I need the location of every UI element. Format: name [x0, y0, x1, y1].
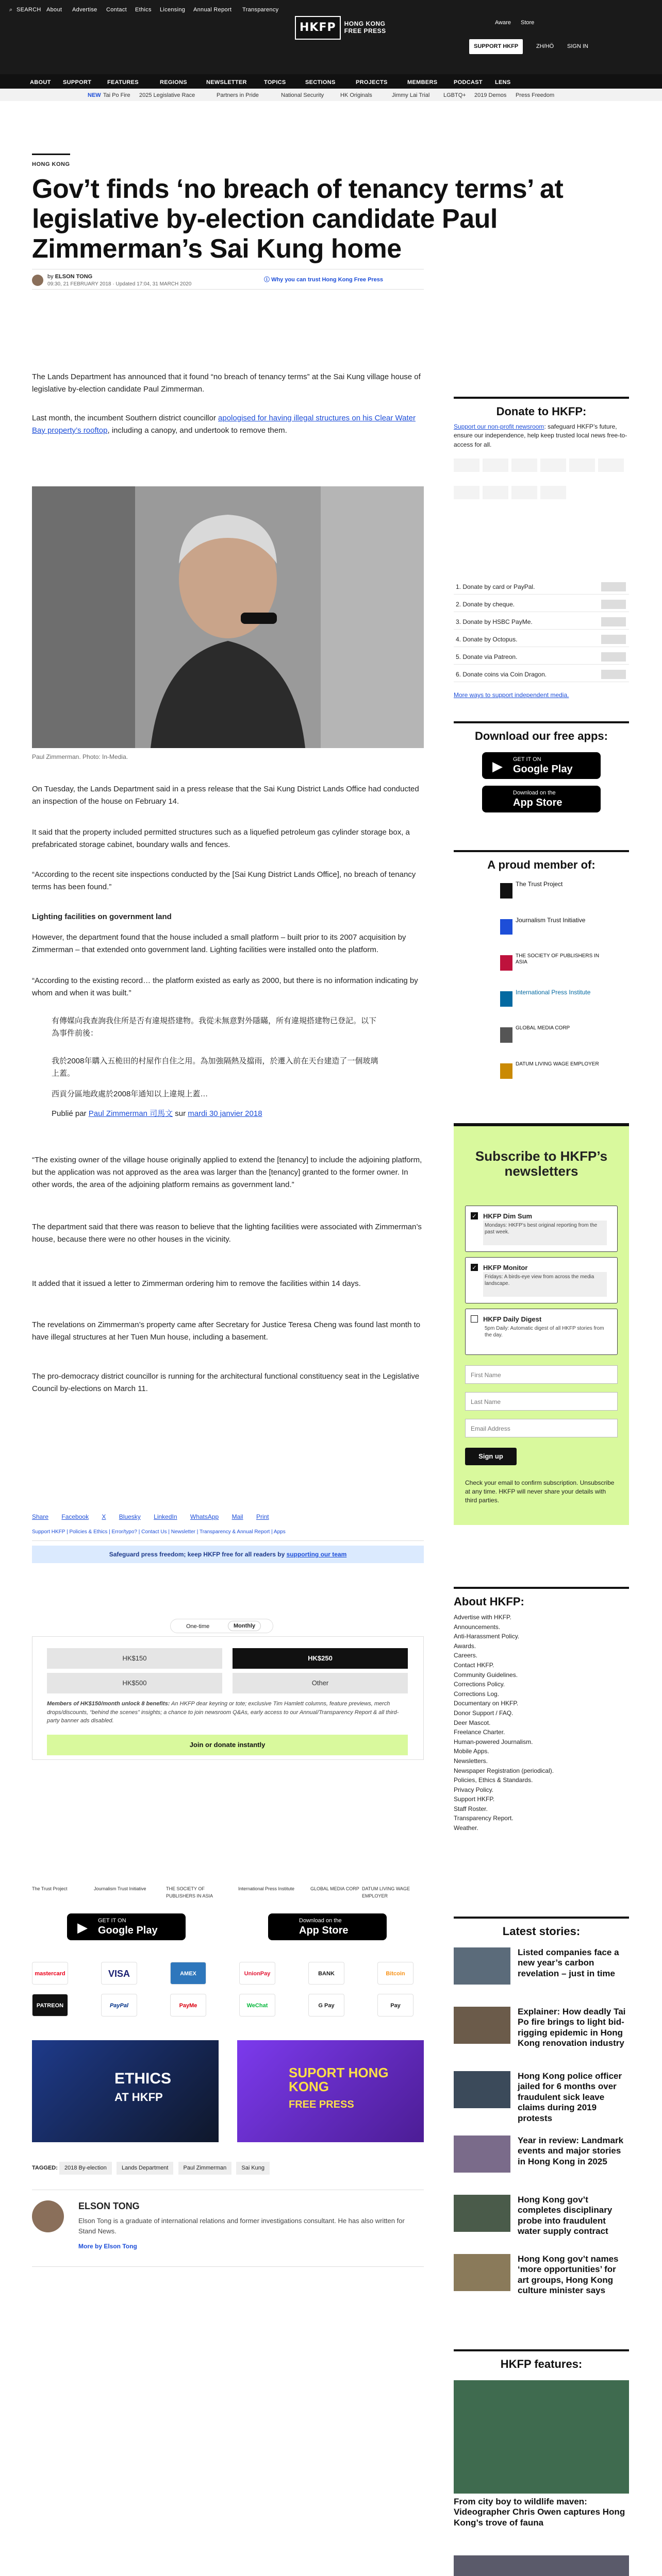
trending-label: NEW [88, 92, 101, 98]
promo-subtitle: FREE PRESS [289, 2099, 354, 2110]
top-link-licensing[interactable]: Licensing [160, 7, 186, 13]
about-link[interactable]: Announcements. [454, 1623, 501, 1631]
newsletter-option-daily-digest[interactable]: HKFP Daily Digest 5pm Daily: Automatic digest of all HKFP stories from the day. [465, 1309, 618, 1355]
member-datum[interactable]: DATUM LIVING WAGE EMPLOYER [516, 1061, 603, 1085]
about-link[interactable]: Support HKFP. [454, 1795, 495, 1803]
byline-author[interactable]: by ELSON TONG [47, 274, 93, 280]
nav-support[interactable]: SUPPORT [63, 79, 92, 86]
first-name-field[interactable]: First Name [465, 1365, 618, 1384]
share-label: Share [32, 1513, 49, 1520]
gmc-logo[interactable]: GLOBAL MEDIA CORP [310, 1886, 359, 1891]
about-link[interactable]: Privacy Policy. [454, 1786, 494, 1793]
author-avatar [32, 275, 43, 286]
trending-item[interactable]: Press Freedom [516, 92, 555, 98]
patreon-icon: PATREON [32, 1994, 68, 2016]
about-link[interactable]: Documentary on HKFP. [454, 1700, 519, 1707]
frequency-toggle [170, 1619, 273, 1633]
feature-image [454, 2380, 629, 2494]
member-ipi[interactable]: International Press Institute [516, 989, 603, 1013]
latest-story[interactable]: Hong Kong police officer jailed for 6 months over fraudulent sick leave claims during 2019 protests [454, 2071, 629, 2133]
tag-list [32, 2162, 273, 2175]
about-link[interactable]: Staff Roster. [454, 1805, 488, 1812]
google-play-badge[interactable]: ▶ GET IT ON Google Play [67, 1913, 186, 1940]
sidebar-donate-title: Donate to HKFP: [454, 397, 629, 420]
last-name-field[interactable]: Last Name [465, 1392, 618, 1411]
photo-illustration [32, 486, 424, 748]
join-donate-button[interactable]: Join or donate instantly [47, 1735, 408, 1755]
search-link[interactable]: SEARCH [16, 7, 41, 13]
about-link[interactable]: Contact HKFP. [454, 1661, 494, 1669]
article-subheading: Lighting facilities on government land [32, 912, 172, 921]
amount-option-selected[interactable]: HK$250 [233, 1648, 408, 1669]
frequency-one-time[interactable]: One-time [186, 1623, 210, 1630]
datum-logo[interactable]: DATUM LIVING WAGE EMPLOYER [362, 1886, 410, 1899]
jti-logo[interactable]: Journalism Trust Initiative [94, 1886, 146, 1891]
nav-features[interactable]: FEATURES [107, 79, 139, 86]
embedded-post-text: 有傳媒向我查詢我住所是否有違規搭建物。我從未無意對外隱瞞，所有違規搭建物已登記。以下為事件前後： [52, 1016, 377, 1038]
donate-option[interactable]: 5. Donate via Patreon. [454, 649, 629, 665]
article-paragraph: The department said that there was reason to believe that the lighting facilities were associated with Zimmerman’s house, because there were no other houses in the vicinity. [32, 1223, 422, 1244]
promo-title: ETHICS [114, 2070, 172, 2087]
trending-item[interactable]: Tai Po Fire [103, 92, 130, 98]
share-linkedin[interactable]: LinkedIn [154, 1513, 177, 1520]
newsletter-rule [454, 1123, 629, 1126]
trust-link[interactable]: ⓘ Why you can trust Hong Kong Free Press [264, 277, 384, 283]
payment-logo [483, 459, 508, 472]
story-thumbnail [454, 2071, 510, 2108]
nav-lens[interactable]: LENS [495, 79, 511, 86]
about-link[interactable]: Corrections Log. [454, 1690, 500, 1698]
top-link-advertise[interactable]: Advertise [72, 7, 97, 13]
member-gmc[interactable]: GLOBAL MEDIA CORP [516, 1025, 570, 1049]
about-link[interactable]: Newsletters. [454, 1757, 488, 1765]
logo-mark: HKFP [295, 16, 341, 40]
amount-option[interactable]: HK$500 [47, 1673, 222, 1693]
donate-intro-link[interactable]: Support our non-profit newsroom [454, 423, 544, 430]
donate-option[interactable]: 1. Donate by card or PayPal. [454, 579, 629, 595]
feature-image [454, 2555, 629, 2576]
jti-icon [500, 919, 512, 935]
paypal-icon: PayPal [101, 1994, 137, 2016]
trending-item[interactable]: Partners in Pride [217, 92, 259, 98]
trending-item[interactable]: National Security [281, 92, 324, 98]
nav-newsletter[interactable]: NEWSLETTER [206, 79, 247, 86]
apple-pay-icon: Pay [377, 1994, 413, 2016]
ipi-icon [500, 991, 512, 1007]
article-paragraph: “The existing owner of the village house originally applied to extend the [tenancy] to include the adjoining platform, but the application was not approved as the area was larger than the [tenancy] granted to the former owner. In other words, the area of the adjoining platform remains as government land.” [32, 1156, 422, 1189]
share-bluesky[interactable]: Bluesky [119, 1513, 141, 1520]
about-link[interactable]: Awards. [454, 1642, 476, 1650]
page-title: Gov’t finds ‘no breach of tenancy terms’ at legislative by-election candidate Paul Zimmerman’s Sai Kung home [32, 174, 564, 264]
latest-story[interactable]: Listed companies face a new year’s carbon revelation – just in time [454, 1947, 629, 2009]
newsletter-note: Check your email to confirm subscription. Unsubscribe at any time. HKFP will never share your details with third parties. [465, 1479, 615, 1504]
sidebar-about-title: About HKFP: [454, 1587, 629, 1611]
main-nav [0, 74, 662, 89]
author-box [32, 2190, 424, 2267]
newsletter-title: Subscribe to HKFP’s newsletters [475, 1148, 608, 1179]
bank-icon: BANK [308, 1962, 344, 1985]
story-thumbnail [454, 2195, 510, 2232]
feature-story[interactable] [454, 2555, 629, 2576]
tag[interactable]: Lands Department [117, 2162, 174, 2175]
byline-date: 09:30, 21 FEBRUARY 2018 · Updated 17:04, 31 MARCH 2020 [47, 281, 192, 287]
donate-option[interactable]: 4. Donate by Octopus. [454, 632, 629, 647]
nav-sections[interactable]: SECTIONS [305, 79, 336, 86]
embedded-post-text: 我於2008年購入五桅田的村屋作自住之用。為加強隔熱及擋雨，於遷入前在天台建造了一個玻璃上蓋。 [52, 1057, 378, 1078]
sidebar-member-title: A proud member of: [454, 850, 629, 874]
donate-option[interactable]: 6. Donate coins via Coin Dragon. [454, 667, 629, 682]
trending-item[interactable]: Jimmy Lai Trial [392, 92, 430, 98]
top-link-store-2[interactable]: Store [521, 20, 535, 26]
checkbox-checked[interactable]: ✓ [471, 1212, 478, 1219]
top-link-transparency[interactable]: Transparency [242, 7, 279, 13]
google-play-icon: ▶ [492, 758, 503, 774]
search-icon[interactable]: ⌕ [9, 7, 13, 13]
more-ways-link[interactable]: More ways to support independent media. [454, 691, 569, 699]
article-paragraph: The pro-democracy district councillor is running for the architectural functional constituency seat in the Legislative Council by-elections on March 11. [32, 1372, 420, 1393]
trending-item[interactable]: 2019 Demos [474, 92, 507, 98]
story-thumbnail [454, 2007, 510, 2044]
author-name[interactable]: ELSON TONG [78, 2201, 140, 2211]
about-link[interactable]: Advertise with HKFP. [454, 1614, 511, 1621]
sidebar-latest-title: Latest stories: [454, 1917, 629, 1940]
ethics-promo[interactable] [32, 2040, 219, 2142]
latest-story[interactable]: Explainer: How deadly Tai Po fire brings to light bid-rigging epidemic in Hong Kong renovation industry [454, 2007, 629, 2069]
hkfp-logo[interactable] [295, 0, 386, 56]
trust-project-icon [500, 883, 512, 899]
sign-in-link[interactable]: SIGN IN [567, 43, 588, 49]
sidebar-features-title: HKFP features: [454, 2349, 629, 2373]
sidebar-app-store-badge[interactable]: Download on the App Store [482, 786, 601, 812]
payment-logo [511, 459, 537, 472]
ipi-logo[interactable]: International Press Institute [238, 1886, 295, 1891]
section-kicker[interactable]: HONG KONG [32, 154, 70, 169]
share-mail[interactable]: Mail [231, 1513, 243, 1520]
story-thumbnail [454, 2136, 510, 2173]
article-paragraph: It said that the property included permitted structures such as a liquefied petroleum gas cylinder storage box, a prefabricated storage cabinet, boundary walls and fences. [32, 828, 410, 849]
payment-logo [454, 486, 479, 499]
newsletter-option-monitor[interactable]: ✓ HKFP Monitor Fridays: A birds-eye view from across the media landscape. [465, 1257, 618, 1303]
sopa-icon [500, 955, 512, 971]
story-thumbnail [454, 2254, 510, 2291]
article-paragraph: It added that it issued a letter to Zimmerman ordering him to remove the facilities within 14 days. [32, 1279, 361, 1288]
nav-projects[interactable]: PROJECTS [356, 79, 388, 86]
about-link[interactable]: Deer Mascot. [454, 1719, 491, 1726]
masthead [0, 19, 662, 74]
latest-story[interactable]: Hong Kong gov’t completes disciplinary probe into fraudulent water supply contract [454, 2195, 629, 2257]
amount-option[interactable]: HK$150 [47, 1648, 222, 1669]
sopa-logo[interactable]: THE SOCIETY OF PUBLISHERS IN ASIA [166, 1886, 213, 1899]
feature-story[interactable]: From city boy to wildlife maven: Videographer Chris Owen captures Hong Kong’s trove of fauna [454, 2380, 629, 2528]
article-paragraph: “According to the existing record… the platform existed as early as 2000, but there is no information indicating by whom and when it was built.” [32, 976, 418, 997]
about-link[interactable]: Donor Support / FAQ. [454, 1709, 514, 1717]
payment-logo [511, 486, 537, 499]
signup-button[interactable]: Sign up [465, 1448, 517, 1465]
about-link[interactable]: Corrections Policy. [454, 1681, 505, 1688]
photo-caption: Paul Zimmerman. Photo: In-Media. [32, 753, 128, 760]
payment-logo [483, 486, 508, 499]
visa-icon: VISA [101, 1962, 137, 1985]
payment-logo [598, 459, 624, 472]
payment-logo [454, 459, 479, 472]
share-facebook[interactable]: Facebook [61, 1513, 89, 1520]
support-hkfp-button[interactable]: SUPPORT HKFP [469, 39, 523, 54]
payment-logo [540, 486, 566, 499]
latest-story[interactable]: Hong Kong gov’t names ‘more opportunities’ for art groups, Hong Kong culture minister says [454, 2254, 629, 2316]
frequency-monthly[interactable]: Monthly [228, 1621, 260, 1631]
sidebar-apps-title: Download our free apps: [454, 721, 629, 745]
donation-widget [32, 1636, 424, 1760]
checkbox-checked[interactable]: ✓ [471, 1264, 478, 1271]
about-link[interactable]: Human-powered Journalism. [454, 1738, 533, 1745]
share-x[interactable]: X [102, 1513, 106, 1520]
about-link[interactable]: Anti-Harassment Policy. [454, 1633, 520, 1640]
promo-subtitle: AT HKFP [114, 2091, 163, 2104]
article-paragraph: The revelations on Zimmerman’s property came after Secretary for Justice Teresa Cheng was found last month to have illegal structures at her Tuen Mun house, including a basement. [32, 1320, 421, 1342]
top-link-contact[interactable]: Contact [106, 7, 127, 13]
embedded-post-text: 西貢分區地政處於2008年通知以上違規上蓋… [52, 1090, 208, 1098]
byline [32, 269, 424, 290]
bitcoin-icon: Bitcoin [377, 1962, 413, 1985]
top-link-annual-report[interactable]: Annual Report [193, 7, 232, 13]
safeguard-banner: Safeguard press freedom; keep HKFP free for all readers by supporting our team [32, 1546, 424, 1563]
top-link-ethics[interactable]: Ethics [135, 7, 152, 13]
about-link[interactable]: Weather. [454, 1824, 478, 1832]
nav-regions[interactable]: REGIONS [160, 79, 187, 86]
trending-item[interactable]: LGBTQ+ [443, 92, 466, 98]
more-by-author-link[interactable]: More by Elson Tong [78, 2243, 137, 2250]
tag[interactable]: Paul Zimmerman [178, 2162, 232, 2175]
about-link[interactable]: Community Guidelines. [454, 1671, 518, 1679]
share-print[interactable]: Print [256, 1513, 269, 1520]
logo-text: HONG KONG FREE PRESS [344, 20, 386, 35]
support-promo[interactable] [237, 2040, 424, 2142]
article-photo [32, 486, 424, 748]
share-bar [32, 1512, 280, 1522]
newsletter-option-dim-sum[interactable]: ✓ HKFP Dim Sum Mondays: HKFP’s best original reporting from the past week. [465, 1206, 618, 1252]
language-toggle[interactable]: ZH/HÖ [536, 43, 554, 49]
donate-intro: Support our non-profit newsroom: safeguard HKFP’s future, ensure our independence, help keep trusted local news free-to-access for all. [454, 423, 627, 448]
article-paragraph: Last month, the incumbent Southern district councillor apologised for having illegal structures on his Clear Water Bay property’s rooftop, including a canopy, and undertook to remove them. [32, 414, 416, 435]
embedded-post-credit: Publié par Paul Zimmerman 司馬文 sur mardi 30 janvier 2018 [52, 1109, 262, 1118]
amount-option-other[interactable]: Other [233, 1673, 408, 1693]
article-paragraph: On Tuesday, the Lands Department said in a press release that the Sai Kung District Lands Office had conducted an inspection of the house on February 14. [32, 785, 419, 806]
trending-item[interactable]: 2025 Legislative Race [139, 92, 195, 98]
member-jti[interactable]: Journalism Trust Initiative [516, 917, 585, 941]
membership-note: Members of HK$150/month unlock 8 benefits: An HKFP dear keyring or tote; exclusive Tim Hamlett columns, feature previews, merch drops/discounts, “behind the scenes” insights; a chance to join newsroom Q&As, early access to our Annual/Transparency Report & all third-party banner ads disabled. [47, 1701, 399, 1724]
google-pay-icon: G Pay [308, 1994, 344, 2016]
nav-podcast[interactable]: PODCAST [454, 79, 483, 86]
sidebar-google-play-badge[interactable]: ▶ GET IT ON Google Play [482, 752, 601, 779]
story-thumbnail [454, 1947, 510, 1985]
promo-title: SUPORT HONG KONG [289, 2065, 389, 2095]
about-link[interactable]: Careers. [454, 1652, 478, 1659]
trending-bar [0, 89, 662, 101]
article-paragraph: However, the department found that the house included a small platform – built prior to its 2007 acquisition by Zimmerman – that extended onto government land. Lighting facilities were installed onto the platform. [32, 933, 406, 954]
email-field[interactable]: Email Address [465, 1419, 618, 1437]
share-whatsapp[interactable]: WhatsApp [190, 1513, 219, 1520]
unionpay-icon: UnionPay [239, 1962, 275, 1985]
tag[interactable]: 2018 By-election [59, 2162, 112, 2175]
embedded-post-author-link[interactable]: Paul Zimmerman 司馬文 [88, 1109, 173, 1118]
author-bio: Elson Tong is a graduate of international relations and former investigations consultant. He has also written for Stand News. [78, 2217, 405, 2235]
trust-project-logo[interactable]: The Trust Project [32, 1886, 68, 1891]
member-sopa[interactable]: THE SOCIETY OF PUBLISHERS IN ASIA [516, 953, 603, 977]
gmc-icon [500, 1027, 512, 1043]
payment-logo [569, 459, 595, 472]
apology-link[interactable]: apologised for having illegal structures on his Clear Water Bay property’s rooftop [32, 414, 416, 435]
about-link[interactable]: Mobile Apps. [454, 1748, 489, 1755]
donate-option[interactable]: 2. Donate by cheque. [454, 597, 629, 612]
tag[interactable]: Sai Kung [236, 2162, 270, 2175]
about-list [454, 1613, 629, 1833]
member-logo-strip [32, 1880, 424, 1901]
article-footer-links[interactable]: Support HKFP | Policies & Ethics | Error/typo? | Contact Us | Newsletter | Transparency & Annual Report | Apps [32, 1528, 424, 1541]
payme-icon: PayMe [170, 1994, 206, 2016]
about-link[interactable]: Freelance Charter. [454, 1728, 505, 1736]
article-paragraph: “According to the recent site inspections conducted by the [Sai Kung District Lands Office], no breach of tenancy terms has been found.” [32, 870, 416, 891]
checkbox-unchecked[interactable] [471, 1315, 478, 1323]
embedded-post-date-link[interactable]: mardi 30 janvier 2018 [188, 1109, 262, 1118]
payment-logo [540, 459, 566, 472]
google-play-icon: ▶ [77, 1920, 88, 1935]
donate-option[interactable]: 3. Donate by HSBC PayMe. [454, 614, 629, 630]
trending-item[interactable]: HK Originals [340, 92, 372, 98]
top-link-about[interactable]: About [46, 7, 62, 13]
wechat-pay-icon: WeChat [239, 1994, 275, 2016]
newsletter-box [454, 1123, 629, 1525]
article-paragraph: The Lands Department has announced that it found “no breach of tenancy terms” at the Sai Kung village house of legislative by-election candidate Paul Zimmerman. [32, 372, 421, 394]
payment-logo-grid [454, 459, 629, 510]
about-link[interactable]: Newspaper Registration (periodical). [454, 1767, 554, 1774]
mastercard-icon: mastercard [32, 1962, 68, 1985]
member-trust-project[interactable]: The Trust Project [516, 881, 562, 905]
nav-members[interactable]: MEMBERS [407, 79, 438, 86]
latest-story[interactable]: Year in review: Landmark events and major stories in Hong Kong in 2025 [454, 2136, 629, 2197]
about-link[interactable]: Policies, Ethics & Standards. [454, 1776, 533, 1784]
nav-topics[interactable]: TOPICS [264, 79, 286, 86]
tags-label: TAGGED: [32, 2165, 58, 2171]
datum-icon [500, 1063, 512, 1079]
support-team-link[interactable]: supporting our team [286, 1551, 347, 1558]
amex-icon: AMEX [170, 1962, 206, 1985]
nav-about[interactable]: ABOUT [30, 79, 51, 86]
top-link-aware-2[interactable]: Aware [495, 20, 511, 26]
author-photo [32, 2200, 64, 2232]
app-store-badge[interactable]: Download on the App Store [268, 1913, 387, 1940]
about-link[interactable]: Transparency Report. [454, 1815, 514, 1822]
